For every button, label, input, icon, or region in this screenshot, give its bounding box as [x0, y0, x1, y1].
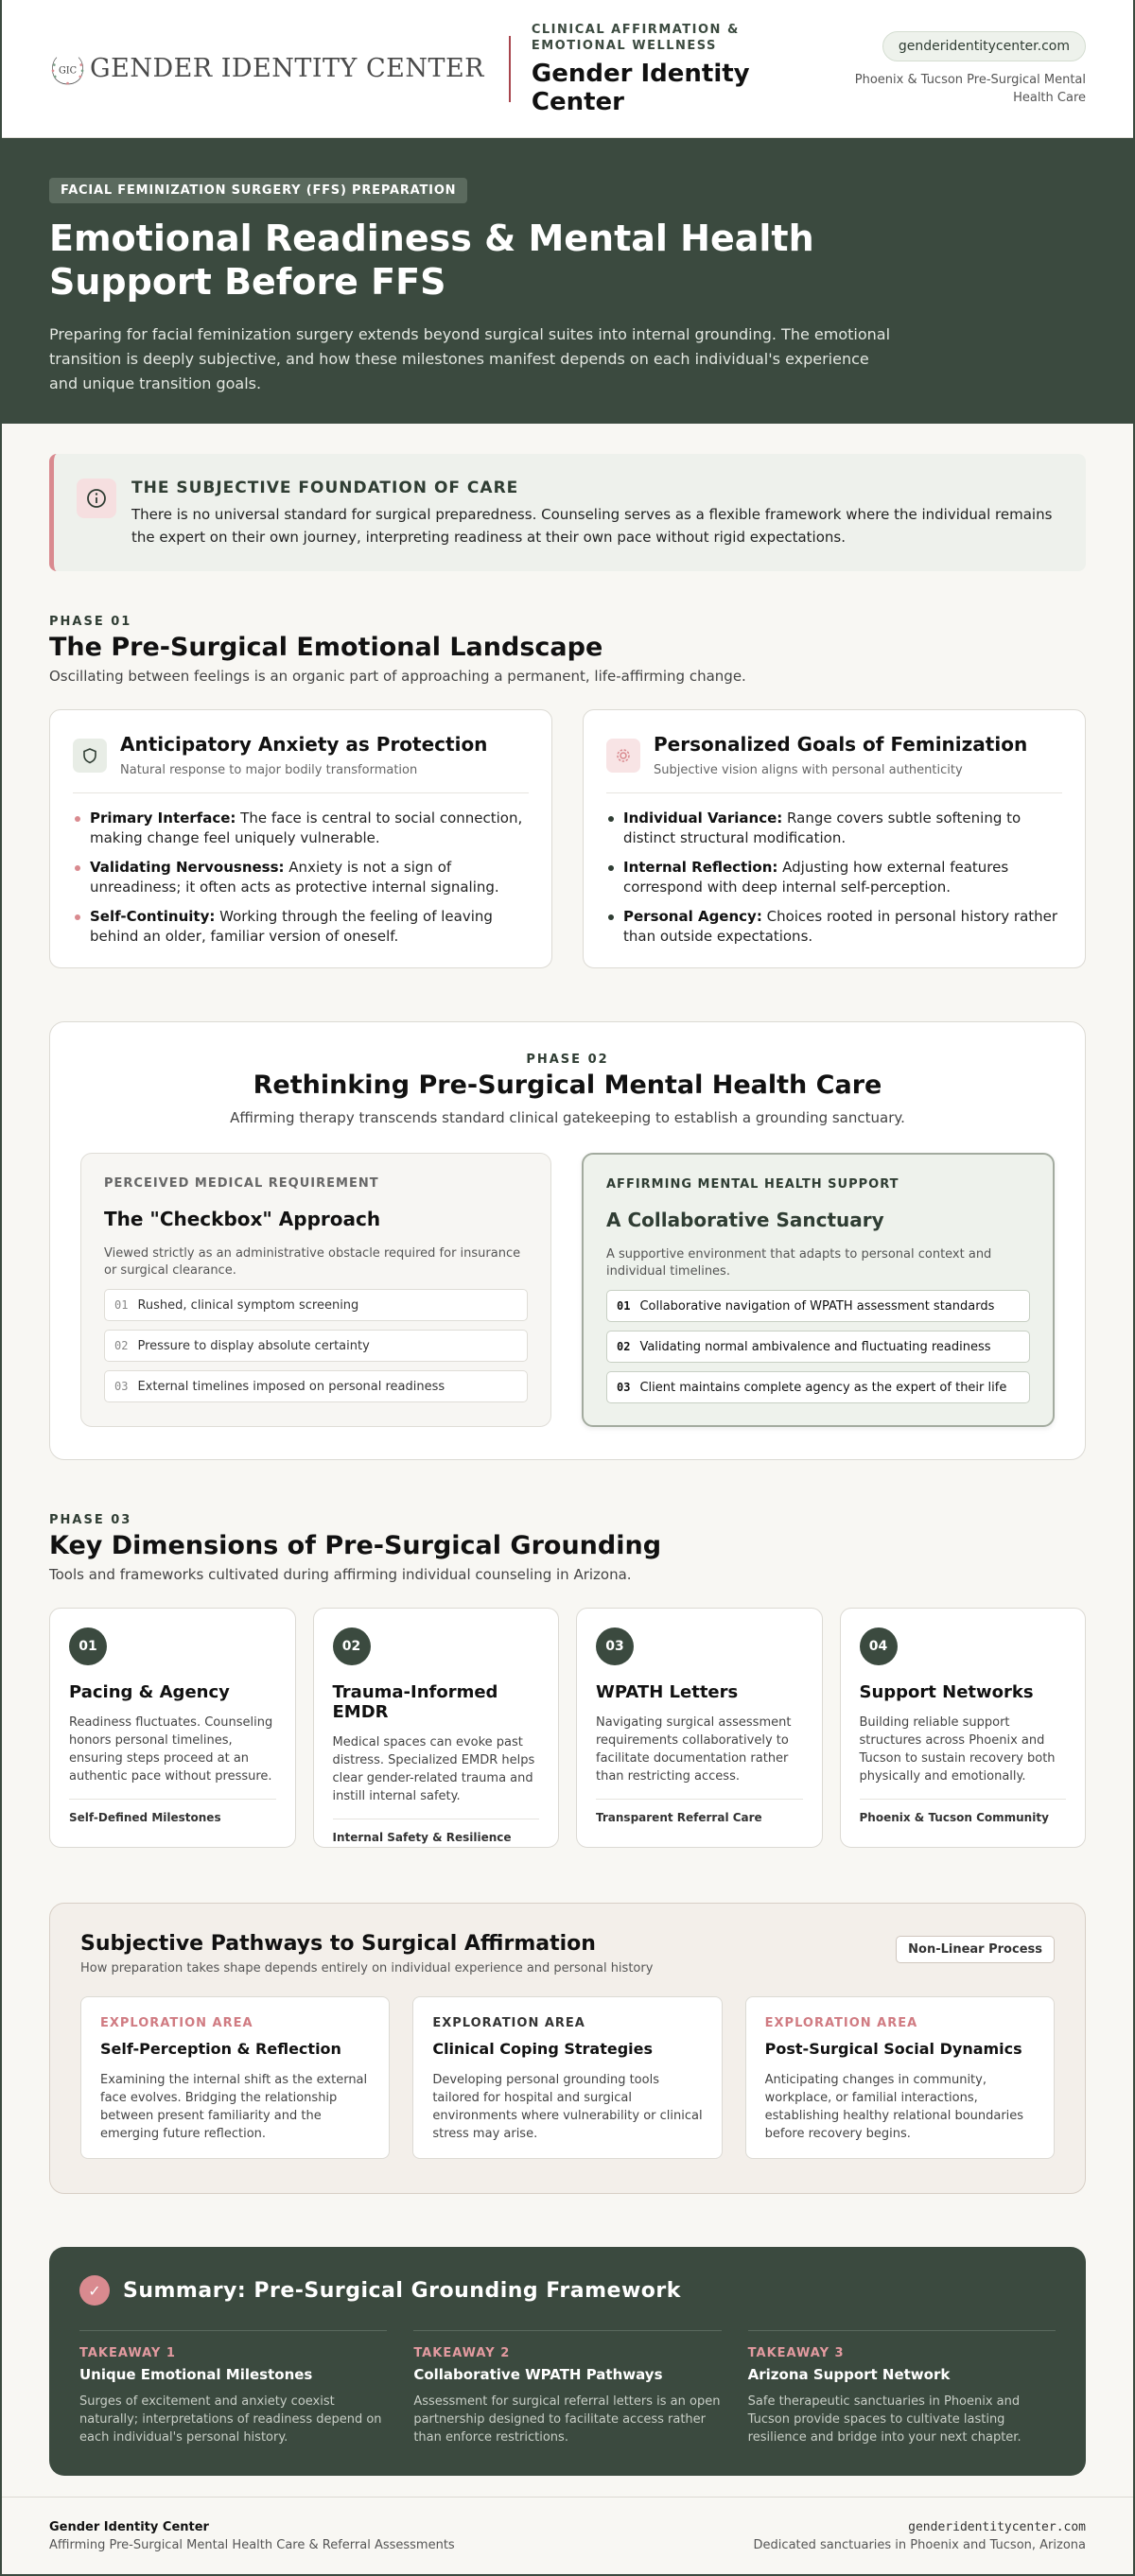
step-number-badge: 04 — [860, 1627, 898, 1665]
list-item: 03 Client maintains complete agency as the expert of their life — [606, 1371, 1030, 1403]
card-subtitle: Natural response to major bodily transformation — [120, 763, 418, 777]
card-title: Support Networks — [859, 1682, 1034, 1702]
page-title: Emotional Readiness & Mental Health Support Before FFS — [49, 218, 814, 303]
takeaway-label: TAKEAWAY 3 — [747, 2346, 845, 2360]
phase-label: PHASE 01 — [49, 615, 132, 629]
pathway-card-self-perception — [80, 1996, 390, 2159]
card-footer: Self-Defined Milestones — [69, 1799, 276, 1824]
list-item: 01 Rushed, clinical symptom screening — [104, 1289, 528, 1321]
panel-eyebrow: AFFIRMING MENTAL HEALTH SUPPORT — [606, 1177, 899, 1192]
dimension-card-support — [840, 1608, 1087, 1848]
section-subtitle: Tools and frameworks cultivated during affirming individual counseling in Arizona. — [49, 1566, 632, 1583]
callout-text: There is no universal standard for surgical preparedness. Counseling serves as a flexible framework where the individual remains the expert on their own journey, interpreting readiness at their own pace without rigid expectations. — [131, 506, 1053, 546]
card-description: Building reliable support structures across Phoenix and Tucson to sustain recovery both physically and emotionally. — [859, 1715, 1056, 1784]
step-number-badge: 02 — [333, 1627, 371, 1665]
header-contact — [822, 31, 1086, 107]
footer-locations: Dedicated sanctuaries in Phoenix and Tucson, Arizona — [753, 2537, 1086, 2552]
takeaway-label: TAKEAWAY 2 — [413, 2346, 511, 2360]
panel-eyebrow: PERCEIVED MEDICAL REQUIREMENT — [104, 1176, 379, 1191]
phase-3-section — [49, 1513, 1086, 1848]
card-title: WPATH Letters — [596, 1682, 739, 1702]
card-footer: Internal Safety & Resilience — [333, 1819, 540, 1844]
takeaway-title: Collaborative WPATH Pathways — [413, 2366, 663, 2383]
list-item: Individual Variance: Range covers subtle softening to distinct structural modification. — [606, 809, 1062, 848]
site-header — [2, 0, 1133, 138]
card-eyebrow: EXPLORATION AREA — [100, 2016, 253, 2030]
info-icon — [77, 479, 116, 518]
anxiety-card — [49, 709, 552, 968]
summary-title: Summary: Pre-Surgical Grounding Framework — [123, 2278, 681, 2303]
takeaway-description: Safe therapeutic sanctuaries in Phoenix and Tucson provide spaces to cultivate lasting resilience and bridge into your next chapter. — [747, 2394, 1022, 2445]
hero-banner — [2, 138, 1133, 424]
shield-icon — [73, 739, 107, 773]
card-footer: Transparent Referral Care — [596, 1799, 803, 1824]
section-title: Rethinking Pre-Surgical Mental Health Care — [253, 1070, 882, 1100]
step-number-badge: 01 — [69, 1627, 107, 1665]
card-subtitle: Subjective vision aligns with personal authenticity — [654, 763, 963, 777]
card-title: Pacing & Agency — [69, 1682, 230, 1702]
takeaway-title: Unique Emotional Milestones — [79, 2366, 313, 2383]
list-item: Self-Continuity: Working through the feeling of leaving behind an older, familiar version of oneself. — [73, 907, 529, 947]
list-item: Primary Interface: The face is central to social connection, making change feel uniquely vulnerable. — [73, 809, 529, 848]
card-title: Trauma-Informed EMDR — [332, 1682, 498, 1722]
section-title: Subjective Pathways to Surgical Affirmation — [80, 1932, 596, 1956]
card-description: Examining the internal shift as the external face evolves. Bridging the relationship between present familiarity and the emerging future reflection. — [100, 2073, 368, 2141]
takeaway-label: TAKEAWAY 1 — [79, 2346, 176, 2360]
pathways-section — [49, 1903, 1086, 2194]
collaborative-sanctuary-panel — [582, 1153, 1055, 1427]
panel-title: A Collaborative Sanctuary — [606, 1209, 884, 1231]
header-brand — [532, 22, 822, 116]
footer-name: Gender Identity Center — [49, 2519, 209, 2534]
phase-label: PHASE 03 — [49, 1513, 132, 1527]
logo[interactable] — [49, 31, 484, 107]
panel-description: A supportive environment that adapts to personal context and individual timelines. — [606, 1247, 992, 1279]
status-badge: Non-Linear Process — [896, 1936, 1055, 1963]
card-description: Developing personal grounding tools tailored for hospital and surgical environments where vulnerability or clinical stress may arise. — [432, 2073, 703, 2141]
phase-label: PHASE 02 — [526, 1053, 609, 1067]
hero-badge: FACIAL FEMINIZATION SURGERY (FFS) PREPARATION — [49, 178, 467, 203]
summary-section — [49, 2247, 1086, 2476]
card-title: Self-Perception & Reflection — [100, 2040, 341, 2058]
site-footer — [2, 2497, 1133, 2574]
takeaway — [79, 2330, 387, 2446]
dimension-card-emdr — [313, 1608, 560, 1848]
card-description: Navigating surgical assessment requirements collaboratively to facilitate documentation rather than restricting access. — [596, 1715, 792, 1784]
card-title: Personalized Goals of Feminization — [654, 733, 1028, 756]
card-description: Medical spaces can evoke past distress. Specialized EMDR helps clear gender-related trauma and instill internal safety. — [332, 1735, 535, 1803]
card-title: Post-Surgical Social Dynamics — [764, 2040, 1022, 2058]
section-subtitle: Oscillating between feelings is an organic part of approaching a permanent, life-affirming change. — [49, 668, 746, 685]
card-description: Anticipating changes in community, workplace, or familial interactions, establishing healthy relational boundaries before recovery begins. — [764, 2073, 1024, 2141]
footer-domain-link[interactable]: genderidentitycenter.com — [908, 2519, 1086, 2534]
dimension-card-pacing — [49, 1608, 296, 1848]
panel-description: Viewed strictly as an administrative obstacle required for insurance or surgical clearance. — [104, 1246, 521, 1278]
card-description: Readiness fluctuates. Counseling honors personal timelines, ensuring steps proceed at an authentic pace without pressure. — [69, 1715, 273, 1784]
list-item: 03 External timelines imposed on personal readiness — [104, 1370, 528, 1402]
card-eyebrow: EXPLORATION AREA — [432, 2016, 585, 2030]
dimension-card-wpath — [576, 1608, 823, 1848]
card-eyebrow: EXPLORATION AREA — [764, 2016, 918, 2030]
header-subtitle: Phoenix & Tucson Pre-Surgical Mental Health Care — [854, 72, 1086, 105]
header-divider — [509, 36, 511, 102]
phase-2-section — [49, 1021, 1086, 1460]
header-title: Gender Identity Center — [531, 59, 750, 116]
gear-icon — [606, 739, 640, 773]
section-subtitle: How preparation takes shape depends entirely on individual experience and personal history — [80, 1961, 654, 1976]
step-number-badge: 03 — [596, 1627, 634, 1665]
phase-1-section — [49, 615, 1086, 968]
pathway-card-social — [745, 1996, 1055, 2159]
logo-monogram: GIC — [58, 64, 78, 76]
logo-text: GENDER IDENTITY CENTER — [90, 54, 484, 83]
list-item: 02 Validating normal ambivalence and fluctuating readiness — [606, 1331, 1030, 1363]
callout-title: THE SUBJECTIVE FOUNDATION OF CARE — [131, 479, 519, 497]
list-item: Validating Nervousness: Anxiety is not a sign of unreadiness; it often acts as protective internal signaling. — [73, 858, 529, 897]
panel-title: The "Checkbox" Approach — [104, 1208, 381, 1230]
goals-card — [583, 709, 1086, 968]
checkbox-approach-panel — [80, 1153, 551, 1427]
wreath-logo-icon — [49, 31, 86, 107]
section-title: Key Dimensions of Pre-Surgical Grounding — [49, 1531, 662, 1560]
section-title: The Pre-Surgical Emotional Landscape — [49, 633, 603, 662]
list-item: 01 Collaborative navigation of WPATH assessment standards — [606, 1290, 1030, 1322]
foundation-callout — [49, 454, 1086, 571]
card-footer: Phoenix & Tucson Community — [860, 1799, 1067, 1824]
check-icon: ✓ — [79, 2275, 110, 2306]
list-item: 02 Pressure to display absolute certainty — [104, 1330, 528, 1362]
footer-subtitle: Affirming Pre-Surgical Mental Health Care & Referral Assessments — [49, 2537, 455, 2552]
list-item: Internal Reflection: Adjusting how external features correspond with deep internal self-perception. — [606, 858, 1062, 897]
list-item: Personal Agency: Choices rooted in personal history rather than outside expectations. — [606, 907, 1062, 947]
card-title: Anticipatory Anxiety as Protection — [120, 733, 488, 756]
header-eyebrow: CLINICAL AFFIRMATION & EMOTIONAL WELLNESS — [531, 22, 740, 53]
card-title: Clinical Coping Strategies — [432, 2040, 654, 2058]
takeaway — [748, 2330, 1056, 2446]
pathway-card-coping — [412, 1996, 722, 2159]
domain-link[interactable]: genderidentitycenter.com — [882, 31, 1086, 61]
takeaway-title: Arizona Support Network — [747, 2366, 951, 2383]
hero-description: Preparing for facial feminization surgery extends beyond surgical suites into internal grounding. The emotional transition is deeply subjective, and how these milestones manifest depends on each individual's experience and unique transition goals. — [49, 325, 891, 392]
takeaway-description: Surges of excitement and anxiety coexist naturally; interpretations of readiness depend on each individual's personal history. — [79, 2394, 382, 2445]
takeaway-description: Assessment for surgical referral letters is an open partnership designed to facilitate access rather than enforce restrictions. — [413, 2394, 721, 2445]
takeaway — [413, 2330, 721, 2446]
section-subtitle: Affirming therapy transcends standard clinical gatekeeping to establish a grounding sanctuary. — [230, 1109, 905, 1126]
